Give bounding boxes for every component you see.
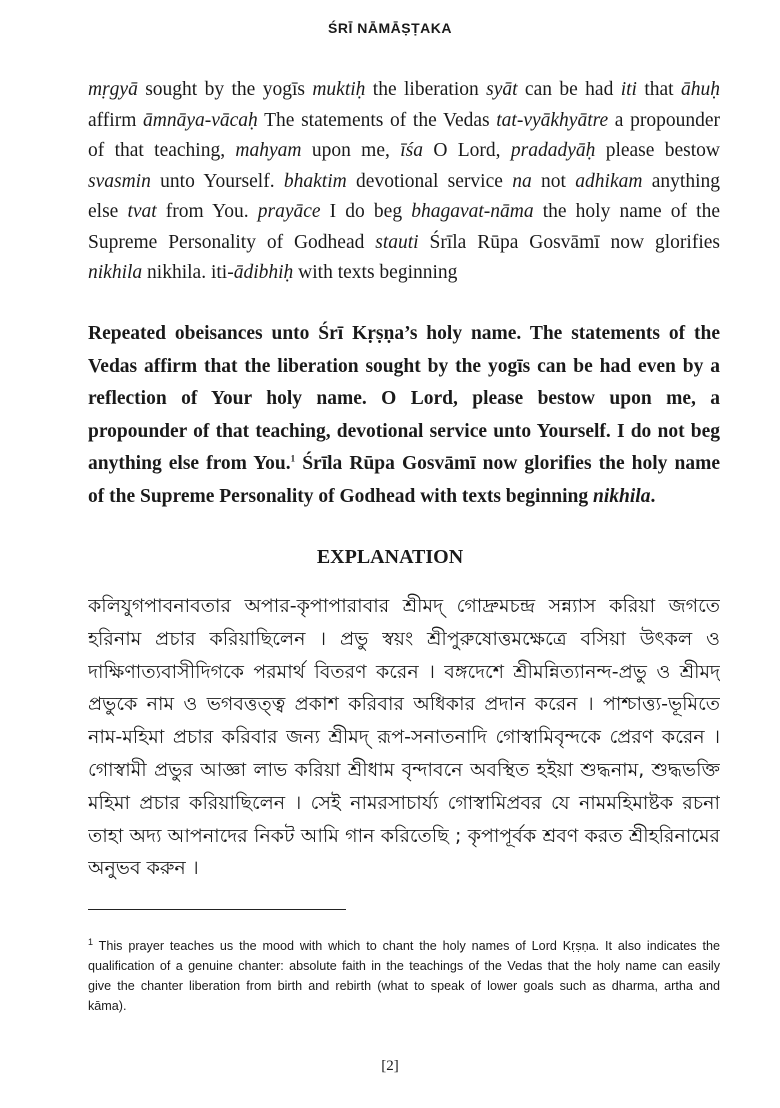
text-line <box>88 956 720 976</box>
text-segment: unto Yourself. <box>150 170 284 192</box>
italic-term: tvat <box>127 201 157 222</box>
italic-term: mṛgyā <box>88 79 138 100</box>
synonyms-paragraph <box>88 75 720 289</box>
footnote-marker: 1 <box>290 453 296 464</box>
text-segment: . <box>650 485 656 507</box>
text-segment: Supreme Personality of Godhead <box>88 231 376 253</box>
text-segment: that <box>636 79 681 100</box>
page-number: [2] <box>381 1058 399 1074</box>
text-segment: Śrīla Rūpa Gosvāmī now glorifies the holy name <box>295 453 720 474</box>
text-segment: হরিনাম প্রচার করিয়াছিলেন । প্রভু স্বয়ং শ্রীপুরুষোত্তমক্ষেত্রে বসিয়া উৎকল ও <box>88 627 720 650</box>
text-line <box>88 721 720 754</box>
text-segment: sought by the yogīs <box>137 79 313 100</box>
text-line <box>88 976 720 996</box>
text-segment: O Lord, <box>422 140 511 161</box>
text-segment: kāma). <box>88 999 127 1013</box>
text-line <box>88 106 720 137</box>
text-line <box>88 996 720 1016</box>
italic-term: pradadyāḥ <box>510 140 596 161</box>
text-segment: of that teaching, <box>88 140 236 161</box>
text-segment: else <box>88 201 128 222</box>
text-segment: the liberation <box>365 79 487 100</box>
text-segment: of the Supreme Personality of Godhead with texts beginning <box>88 485 594 507</box>
text-line <box>88 416 720 449</box>
text-segment: প্রভুকে নাম ও ভগবত্তত্ত্ব প্রকাশ করিবার অধিকার প্রদান করেন । পাশ্চাত্ত্য-ভূমিতে <box>88 693 720 716</box>
text-line <box>88 258 720 289</box>
italic-term: adhikam <box>575 170 643 192</box>
text-segment: upon me, <box>301 140 401 161</box>
text-line <box>88 167 720 198</box>
text-line <box>88 197 720 228</box>
text-segment: can be had <box>517 79 621 100</box>
text-segment: reflection of Your holy name. O Lord, please bestow upon me, a <box>88 388 720 409</box>
italic-term: ādibhiḥ <box>233 262 294 283</box>
text-segment: nikhila. iti- <box>142 262 234 283</box>
italic-term: tat-vyākhyātre <box>496 109 609 131</box>
text-line <box>88 228 720 259</box>
text-segment: from You. <box>156 201 258 222</box>
text-line <box>88 820 720 853</box>
explanation-paragraph <box>88 590 720 885</box>
text-segment: a propounder <box>608 109 720 131</box>
explanation-heading: EXPLANATION <box>316 546 464 568</box>
text-segment: Śrīla Rūpa Gosvāmī now glorifies <box>418 231 720 253</box>
text-segment: অনুভব করুন । <box>88 857 199 880</box>
text-segment: not <box>531 170 576 192</box>
text-segment: qualification of a genuine chanter: absolute faith in the teachings of the Vedas that the holy name can easily <box>88 959 720 973</box>
text-segment: কলিযুগপাবনাবতার অপার-কৃপাপারাবার শ্রীমদ্ গোদ্রুমচন্দ্র সন্ন্যাস করিয়া জগতে <box>88 595 720 617</box>
footnote-marker: 1 <box>88 936 94 947</box>
italic-term: syāt <box>486 79 518 100</box>
text-segment: the holy name of the <box>533 201 720 222</box>
italic-term: na <box>512 170 532 192</box>
text-segment: affirm <box>88 109 144 131</box>
text-line <box>88 481 720 514</box>
footnote <box>88 936 720 1016</box>
italic-term: nikhila <box>593 485 651 507</box>
italic-term: iti <box>620 79 637 100</box>
text-segment: Repeated obeisances unto Śrī Kṛṣṇa’s holy name. The statements of the <box>88 323 720 344</box>
italic-term: mahyam <box>235 140 302 161</box>
text-line <box>88 136 720 167</box>
text-segment: তাহা অদ্য আপনাদের নিকট আমি গান করিতেছি ; কৃপাপূর্বক শ্রবণ করত শ্রীহরিনামের <box>88 824 720 847</box>
text-line <box>88 318 720 351</box>
text-line <box>88 351 720 384</box>
text-segment: নাম-মহিমা প্রচার করিবার জন্য শ্রীমদ্ রূপ-সনাতনাদি গোস্বামিবৃন্দকে প্রেরণ করেন । <box>88 726 720 749</box>
text-line <box>88 448 720 481</box>
italic-term: āmnāya-vācaḥ <box>143 109 258 131</box>
italic-term: prayāce <box>257 201 321 222</box>
text-segment: গোস্বামী প্রভুর আজ্ঞা লাভ করিয়া শ্রীধাম বৃন্দাবনে অবস্থিত হইয়া শুদ্ধনাম, শুদ্ধভক্তি <box>88 758 720 781</box>
italic-term: īśa <box>400 140 423 161</box>
text-line <box>88 656 720 689</box>
text-line <box>88 623 720 656</box>
text-line <box>88 688 720 721</box>
italic-term: nikhila <box>88 262 143 283</box>
text-line <box>88 787 720 820</box>
text-segment: The statements of the Vedas <box>257 109 497 131</box>
text-segment: give the chanter liberation from birth and rebirth (what to speak of lower goals such as dharma, artha and <box>88 979 720 993</box>
text-segment: দাক্ষিণাত্যবাসীদিগকে পরমার্থ বিতরণ করেন । বঙ্গদেশে শ্রীমন্নিত্যানন্দ-প্রভু ও শ্রীমদ্ <box>88 660 720 683</box>
text-line <box>88 852 720 885</box>
text-line <box>88 754 720 787</box>
text-segment: propounder of that teaching, devotional service unto Yourself. I do not beg <box>88 420 720 442</box>
text-line <box>88 936 720 956</box>
italic-term: muktiḥ <box>312 79 366 100</box>
italic-term: āhuḥ <box>680 79 720 100</box>
text-segment: with texts beginning <box>293 262 458 283</box>
running-head: ŚRĪ NĀMĀṢṬAKA <box>328 20 452 36</box>
translation-paragraph <box>88 318 720 513</box>
italic-term: stauti <box>375 231 419 253</box>
text-segment: please bestow <box>595 140 720 161</box>
footnote-divider <box>88 909 346 910</box>
text-line <box>88 75 720 106</box>
text-segment: This prayer teaches us the mood with which to chant the holy names of Lord Kṛṣṇa. It also indicates the <box>93 939 720 953</box>
text-segment: anything <box>642 170 720 192</box>
italic-term: bhagavat-nāma <box>411 201 534 222</box>
text-segment: devotional service <box>346 170 513 192</box>
text-segment: Vedas affirm that the liberation sought by the yogīs can be had even by a <box>88 355 720 377</box>
text-segment: I do beg <box>320 201 412 222</box>
text-line <box>88 383 720 416</box>
text-segment: anything else from You. <box>88 453 291 474</box>
text-line <box>88 590 720 623</box>
italic-term: bhaktim <box>283 170 347 192</box>
italic-term: svasmin <box>88 170 151 192</box>
text-segment: মহিমা প্রচার করিয়াছিলেন । সেই নামরসাচার্য্য গোস্বামিপ্রবর যে নামমহিমাষ্টক রচনা <box>88 791 720 814</box>
